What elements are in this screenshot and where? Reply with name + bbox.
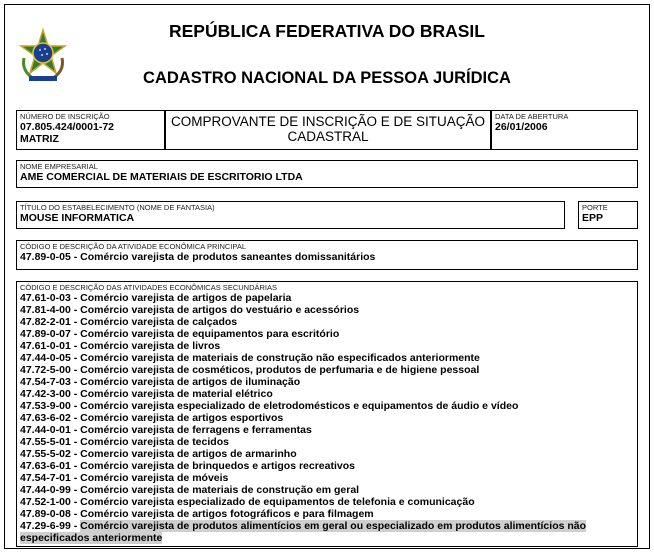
atividade-secundaria-item: 47.55-5-01 - Comércio varejista de tecidos <box>20 436 229 448</box>
atividade-secundaria-item: 47.89-0-08 - Comércio varejista de artigos fotográficos e para filmagem <box>20 508 374 520</box>
atividade-secundaria-code: 47.63-6-01 <box>20 460 71 472</box>
atividade-secundaria-desc: Comércio varejista de material elétrico <box>80 388 273 400</box>
atividade-secundaria-item: 47.82-2-01 - Comércio varejista de calçados <box>20 316 238 328</box>
atividade-secundaria-desc-highlighted-cont: especificados anteriormente <box>20 532 163 544</box>
atividade-secundaria-code: 47.52-1-00 <box>20 496 71 508</box>
atividade-secundaria-code: 47.89-0-08 <box>20 508 71 520</box>
nome-empresarial-box <box>16 160 638 188</box>
abertura-box <box>491 110 638 150</box>
atividade-secundaria-desc: Comércio varejista de artigos fotográficos e para filmagem <box>80 508 374 520</box>
inscricao-numero: 07.805.424/0001-72 <box>20 121 115 133</box>
nome-empresarial-value: AME COMERCIAL DE MATERIAIS DE ESCRITORIO LTDA <box>20 171 303 183</box>
atividade-secundaria-item: 47.44-0-99 - Comércio varejista de materiais de construção em geral <box>20 484 360 496</box>
atividade-secundaria-desc: Comércio varejista de artigos do vestuário e acessórios <box>80 304 360 316</box>
atividade-secundaria-desc: Comércio varejista de brinquedos e artigos recreativos <box>80 460 355 472</box>
inscricao-label: NÚMERO DE INSCRIÇÃO <box>20 112 110 121</box>
comprovante-title-line1: COMPROVANTE DE INSCRIÇÃO E DE SITUAÇÃO <box>170 114 486 129</box>
atividade-secundaria-code: 47.55-5-01 <box>20 436 71 448</box>
atividade-secundaria-code: 47.53-9-00 <box>20 400 71 412</box>
abertura-value: 26/01/2006 <box>495 121 548 133</box>
atividades-secundarias-box <box>16 281 638 547</box>
atividade-secundaria-code: 47.54-7-03 <box>20 376 71 388</box>
atividade-secundaria-desc-highlighted: Comércio varejista de produtos alimentícios em geral ou especializado em produtos alimentícios não <box>80 520 587 532</box>
atividade-secundaria-desc: Comércio varejista de livros <box>80 340 221 352</box>
atividade-secundaria-code: 47.44-0-99 <box>20 484 71 496</box>
atividade-secundaria-item: 47.72-5-00 - Comércio varejista de cosméticos, produtos de perfumaria e de higiene pessoal <box>20 364 480 376</box>
atividade-secundaria-code: 47.55-5-02 <box>20 448 71 460</box>
atividade-secundaria-desc: Comércio varejista especializado de equipamentos de telefonia e comunicação <box>80 496 475 508</box>
atividade-secundaria-code: 47.44-0-05 <box>20 352 71 364</box>
atividade-secundaria-desc: Comércio varejista de tecidos <box>80 436 229 448</box>
atividade-secundaria-item: 47.44-0-05 - Comércio varejista de materiais de construção não especificados anteriormente <box>20 352 480 364</box>
atividade-secundaria-item: 47.54-7-03 - Comércio varejista de artigos de iluminação <box>20 376 301 388</box>
atividade-secundaria-code: 47.81-4-00 <box>20 304 71 316</box>
header-republica: REPÚBLICA FEDERATIVA DO BRASIL <box>169 21 485 41</box>
atividade-secundaria-item: 47.44-0-01 - Comércio varejista de ferragens e ferramentas <box>20 424 312 436</box>
atividade-secundaria-code: 47.54-7-01 <box>20 472 71 484</box>
atividade-secundaria-desc: Comércio varejista de equipamentos para escritório <box>80 328 340 340</box>
atividade-secundaria-code: 47.44-0-01 <box>20 424 71 436</box>
comprovante-title-line2: CADASTRAL <box>287 129 369 144</box>
atividade-secundaria-code: 47.29-6-99 <box>20 520 71 532</box>
comprovante-box <box>165 110 491 150</box>
atividade-secundaria-desc: Comercio varejista de artigos de armarinho <box>80 448 297 460</box>
atividade-principal-box <box>16 240 638 270</box>
atividade-secundaria-desc: Comércio varejista de artigos de iluminação <box>80 376 301 388</box>
atividade-secundaria-code: 47.42-3-00 <box>20 388 71 400</box>
nome-empresarial-label: NOME EMPRESARIAL <box>20 162 98 171</box>
atividade-secundaria-desc: Comércio varejista de artigos de papelaria <box>80 292 292 304</box>
atividades-secundarias-label: CÓDIGO E DESCRIÇÃO DAS ATIVIDADES ECONÔMICAS SECUNDÁRIAS <box>20 283 277 292</box>
atividade-secundaria-item: 47.61-0-01 - Comércio varejista de livros <box>20 340 221 352</box>
atividade-secundaria-desc: Comércio varejista de móveis <box>80 472 229 484</box>
atividade-principal-code: 47.89-0-05 <box>20 251 71 263</box>
atividade-secundaria-item: 47.63-6-02 - Comércio varejista de artigos esportivos <box>20 412 284 424</box>
atividade-secundaria-code: 47.89-0-07 <box>20 328 71 340</box>
atividade-secundaria-desc: Comércio varejista de ferragens e ferramentas <box>80 424 312 436</box>
nome-fantasia-box <box>16 201 565 229</box>
header-cadastro: CADASTRO NACIONAL DA PESSOA JURÍDICA <box>143 69 511 87</box>
atividade-secundaria-desc: Comércio varejista de materiais de construção em geral <box>80 484 360 496</box>
atividade-secundaria-item: 47.89-0-07 - Comércio varejista de equipamentos para escritório <box>20 328 340 340</box>
atividade-secundaria-desc: Comércio varejista de materiais de construção não especificados anteriormente <box>80 352 480 364</box>
porte-value: EPP <box>582 212 604 224</box>
inscricao-box <box>16 110 165 150</box>
atividade-secundaria-code: 47.61-0-01 <box>20 340 71 352</box>
atividade-principal-label: CÓDIGO E DESCRIÇÃO DA ATIVIDADE ECONÔMICA PRINCIPAL <box>20 242 247 251</box>
atividade-secundaria-desc: Comércio varejista de calçados <box>80 316 238 328</box>
atividade-secundaria-item: 47.42-3-00 - Comércio varejista de material elétrico <box>20 388 273 400</box>
porte-label: PORTE <box>582 203 608 212</box>
abertura-label: DATA DE ABERTURA <box>495 112 569 121</box>
atividade-secundaria-item: 47.81-4-00 - Comércio varejista de artigos do vestuário e acessórios <box>20 304 360 316</box>
atividade-secundaria-item: 47.63-6-01 - Comércio varejista de brinquedos e artigos recreativos <box>20 460 355 472</box>
atividade-secundaria-code: 47.63-6-02 <box>20 412 71 424</box>
atividades-secundarias-list <box>20 292 634 520</box>
atividade-secundaria-item: 47.53-9-00 - Comércio varejista especializado de eletrodomésticos e equipamentos de áudio e vídeo <box>20 400 519 412</box>
atividade-secundaria-code: 47.72-5-00 <box>20 364 71 376</box>
atividade-secundaria-item: 47.52-1-00 - Comércio varejista especializado de equipamentos de telefonia e comunicação <box>20 496 475 508</box>
atividade-secundaria-item: 47.54-7-01 - Comércio varejista de móveis <box>20 472 229 484</box>
atividade-principal-value: 47.89-0-05 - Comércio varejista de produtos saneantes domissanitários <box>20 251 376 263</box>
atividade-principal-desc: Comércio varejista de produtos saneantes domissanitários <box>80 251 376 263</box>
atividade-secundaria-item: 47.61-0-03 - Comércio varejista de artigos de papelaria <box>20 292 292 304</box>
atividade-secundaria-code: 47.82-2-01 <box>20 316 71 328</box>
atividade-secundaria-desc: Comércio varejista de cosméticos, produtos de perfumaria e de higiene pessoal <box>80 364 480 376</box>
inscricao-tipo: MATRIZ <box>20 133 59 145</box>
porte-box <box>578 201 638 229</box>
nome-fantasia-value: MOUSE INFORMATICA <box>20 212 135 224</box>
atividade-secundaria-item: 47.55-5-02 - Comercio varejista de artigos de armarinho <box>20 448 297 460</box>
atividade-secundaria-desc: Comércio varejista de artigos esportivos <box>80 412 284 424</box>
atividade-secundaria-item-last: 47.29-6-99 - Comércio varejista de produtos alimentícios em geral ou especializado em produtos alimentícios não especificados anteriormente <box>20 520 587 544</box>
nome-fantasia-label: TÍTULO DO ESTABELECIMENTO (NOME DE FANTASIA) <box>20 203 215 212</box>
atividade-secundaria-code: 47.61-0-03 <box>20 292 71 304</box>
atividade-secundaria-desc: Comércio varejista especializado de eletrodomésticos e equipamentos de áudio e vídeo <box>80 400 519 412</box>
